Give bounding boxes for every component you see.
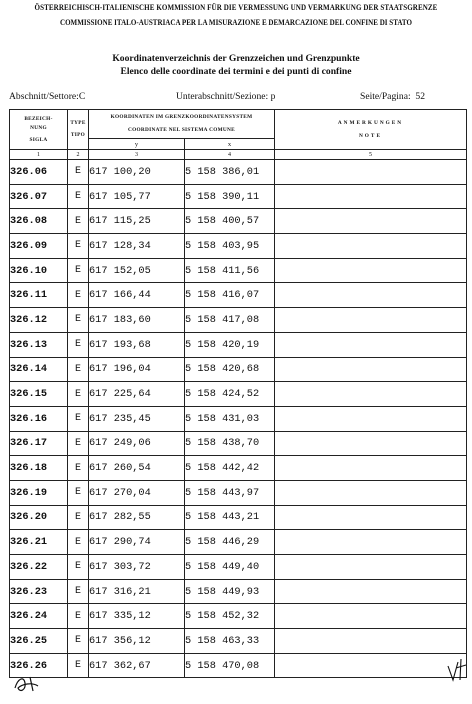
point-type: E: [68, 234, 89, 259]
coordinate-x: 5 158 420,68: [185, 357, 275, 382]
header-x: x: [185, 139, 275, 150]
coordinate-x: 5 158 400,57: [185, 209, 275, 234]
point-type: E: [68, 480, 89, 505]
coordinate-y: 617 183,60: [89, 308, 185, 333]
coordinate-x: 5 158 417,08: [185, 308, 275, 333]
col-number: 3: [89, 150, 185, 160]
coordinate-x: 5 158 386,01: [185, 160, 275, 185]
table-row: [10, 308, 467, 333]
point-id: 326.13: [10, 332, 68, 357]
point-id: 326.16: [10, 406, 68, 431]
coordinate-y: 617 270,04: [89, 480, 185, 505]
coordinate-table: [9, 109, 467, 678]
table-row: [10, 653, 467, 678]
subtitle-italian: Elenco delle coordinate dei termini e dei punti di confine: [120, 66, 352, 77]
coordinate-y: 617 196,04: [89, 357, 185, 382]
coordinate-y: 617 128,34: [89, 234, 185, 259]
point-id: 326.09: [10, 234, 68, 259]
col-number: 5: [275, 150, 467, 160]
point-id: 326.14: [10, 357, 68, 382]
table-row: [10, 258, 467, 283]
table-row: [10, 604, 467, 629]
coordinate-y: 617 282,55: [89, 505, 185, 530]
header-designation-it: SIGLA: [29, 136, 48, 143]
coordinate-x: 5 158 438,70: [185, 431, 275, 456]
coordinate-y: 617 100,20: [89, 160, 185, 185]
note: [275, 258, 467, 283]
point-id: 326.10: [10, 258, 68, 283]
point-type: E: [68, 555, 89, 580]
point-type: E: [68, 184, 89, 209]
point-type: E: [68, 382, 89, 407]
point-id: 326.07: [10, 184, 68, 209]
point-type: E: [68, 357, 89, 382]
table-row: [10, 431, 467, 456]
table-row: [10, 629, 467, 654]
table-row: [10, 555, 467, 580]
point-type: E: [68, 456, 89, 481]
point-type: E: [68, 160, 89, 185]
col-number: 2: [68, 150, 89, 160]
header-type: [68, 110, 89, 150]
coordinate-x: 5 158 463,33: [185, 629, 275, 654]
table-row: [10, 160, 467, 185]
point-id: 326.08: [10, 209, 68, 234]
page-field: [360, 91, 425, 102]
note: [275, 480, 467, 505]
table-row: [10, 505, 467, 530]
note: [275, 234, 467, 259]
coordinate-x: 5 158 390,11: [185, 184, 275, 209]
table-row: [10, 382, 467, 407]
table-row: [10, 456, 467, 481]
note: [275, 505, 467, 530]
point-id: 326.19: [10, 480, 68, 505]
point-id: 326.26: [10, 653, 68, 678]
coordinate-y: 617 193,68: [89, 332, 185, 357]
note: [275, 555, 467, 580]
coordinate-x: 5 158 452,32: [185, 604, 275, 629]
section-field: [9, 91, 85, 102]
table-row: [10, 530, 467, 555]
note: [275, 283, 467, 308]
point-type: E: [68, 332, 89, 357]
section-value: C: [78, 91, 86, 102]
table-row: [10, 406, 467, 431]
coordinate-y: 617 335,12: [89, 604, 185, 629]
coordinate-y: 617 249,06: [89, 431, 185, 456]
note: [275, 530, 467, 555]
coordinate-y: 617 260,54: [89, 456, 185, 481]
note: [275, 184, 467, 209]
coordinate-y: 617 235,45: [89, 406, 185, 431]
header-designation-de: BEZEICH-NUNG: [24, 115, 53, 131]
table-row: [10, 480, 467, 505]
point-type: E: [68, 406, 89, 431]
table-row: [10, 283, 467, 308]
header-notes-de: ANMERKUNGEN: [337, 119, 404, 126]
point-type: E: [68, 308, 89, 333]
point-type: E: [68, 505, 89, 530]
coordinate-x: 5 158 449,40: [185, 555, 275, 580]
point-id: 326.17: [10, 431, 68, 456]
point-id: 326.06: [10, 160, 68, 185]
header-notes-it: NOTE: [358, 132, 382, 139]
subtitle-german: Koordinatenverzeichnis der Grenzzeichen und Grenzpunkte: [112, 53, 360, 64]
note: [275, 431, 467, 456]
point-id: 326.20: [10, 505, 68, 530]
col-number: 1: [10, 150, 68, 160]
point-type: E: [68, 579, 89, 604]
point-type: E: [68, 604, 89, 629]
header-y: y: [89, 139, 185, 150]
table-row: [10, 234, 467, 259]
coordinate-y: 617 356,12: [89, 629, 185, 654]
point-type: E: [68, 653, 89, 678]
table-row: [10, 579, 467, 604]
coordinate-x: 5 158 431,03: [185, 406, 275, 431]
table-row: [10, 209, 467, 234]
page-value: 52: [415, 91, 426, 102]
header-type-it: TIPO: [70, 132, 86, 138]
point-id: 326.11: [10, 283, 68, 308]
coordinate-y: 617 303,72: [89, 555, 185, 580]
header-coordinates-it: COORDINATE NEL SISTEMA COMUNE: [127, 127, 236, 133]
table-row: [10, 357, 467, 382]
coordinate-y: 617 362,67: [89, 653, 185, 678]
coordinate-x: 5 158 424,52: [185, 382, 275, 407]
note: [275, 456, 467, 481]
coordinate-y: 617 166,44: [89, 283, 185, 308]
note: [275, 604, 467, 629]
note: [275, 160, 467, 185]
coordinate-x: 5 158 470,08: [185, 653, 275, 678]
point-type: E: [68, 209, 89, 234]
point-type: E: [68, 258, 89, 283]
col-number: 4: [185, 150, 275, 160]
point-id: 326.22: [10, 555, 68, 580]
header-notes: [275, 110, 467, 150]
note: [275, 357, 467, 382]
coordinate-x: 5 158 443,97: [185, 480, 275, 505]
note: [275, 406, 467, 431]
signature-initials-left: [12, 672, 42, 696]
point-type: E: [68, 283, 89, 308]
coordinate-x: 5 158 446,29: [185, 530, 275, 555]
header-coordinates: [89, 110, 275, 139]
note: [275, 579, 467, 604]
coordinate-y: 617 115,25: [89, 209, 185, 234]
coordinate-x: 5 158 443,21: [185, 505, 275, 530]
page-label: Seite/Pagina:: [360, 91, 411, 102]
point-id: 326.24: [10, 604, 68, 629]
signature-initials-right: [444, 656, 470, 684]
note: [275, 382, 467, 407]
table-row: [10, 332, 467, 357]
table-row: [10, 184, 467, 209]
header-coordinates-de: KOORDINATEN IM GRENZKOORDINATENSYSTEM: [110, 114, 253, 120]
note: [275, 653, 467, 678]
note: [275, 332, 467, 357]
section-label: Abschnitt/Settore:: [9, 91, 79, 102]
header-designation: [10, 110, 68, 150]
point-type: E: [68, 530, 89, 555]
point-id: 326.18: [10, 456, 68, 481]
subsection-value: p: [270, 91, 276, 102]
coordinate-y: 617 152,05: [89, 258, 185, 283]
coordinate-y: 617 316,21: [89, 579, 185, 604]
header-type-de: TYPE: [70, 120, 86, 126]
coordinate-x: 5 158 416,07: [185, 283, 275, 308]
coordinate-x: 5 158 442,42: [185, 456, 275, 481]
point-type: E: [68, 629, 89, 654]
coordinate-x: 5 158 449,93: [185, 579, 275, 604]
coordinate-y: 617 290,74: [89, 530, 185, 555]
coordinate-x: 5 158 420,19: [185, 332, 275, 357]
point-id: 326.15: [10, 382, 68, 407]
point-id: 326.23: [10, 579, 68, 604]
point-type: E: [68, 431, 89, 456]
coordinate-x: 5 158 411,56: [185, 258, 275, 283]
note: [275, 209, 467, 234]
header-line-german: ÖSTERREICHISCH-ITALIENISCHE KOMMISSION FÜR DIE VERMESSUNG UND VERMARKUNG DER STAATSGRENZE: [34, 3, 438, 12]
coordinate-x: 5 158 403,95: [185, 234, 275, 259]
point-id: 326.12: [10, 308, 68, 333]
coordinate-y: 617 105,77: [89, 184, 185, 209]
coordinate-y: 617 225,64: [89, 382, 185, 407]
note: [275, 308, 467, 333]
point-id: 326.25: [10, 629, 68, 654]
note: [275, 629, 467, 654]
point-id: 326.21: [10, 530, 68, 555]
subsection-field: [176, 91, 275, 102]
subsection-label: Unterabschnitt/Sezione:: [176, 91, 269, 102]
header-line-italian: COMMISSIONE ITALO-AUSTRIACA PER LA MISURAZIONE E DEMARCAZIONE DEL CONFINE DI STATO: [59, 18, 412, 27]
